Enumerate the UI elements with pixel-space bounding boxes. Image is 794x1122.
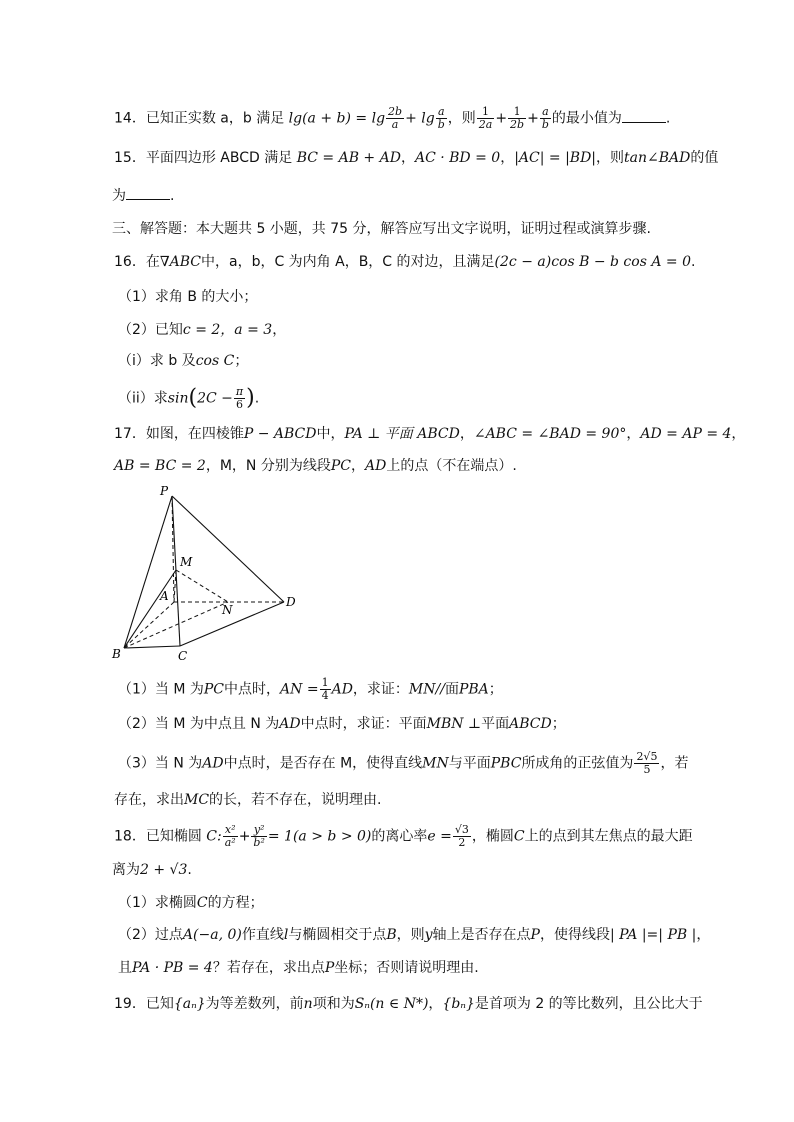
math: + — [527, 110, 539, 127]
text: （2）过点 — [118, 927, 183, 943]
pyramid-figure — [108, 482, 308, 666]
text: 坐标；否则请说明理由. — [334, 960, 479, 976]
math: Sₙ(n ∈ N*) — [354, 996, 429, 1012]
math: MN — [422, 755, 449, 772]
math: y — [424, 927, 433, 943]
math: ∠ABC = ∠BAD = 90° — [473, 426, 627, 442]
problem-15-line2 — [112, 186, 174, 206]
problem-number: 19． — [114, 996, 146, 1012]
math: BC = AB + AD — [296, 150, 401, 166]
text: ， — [626, 426, 641, 442]
text: （2）当 M 为中点且 N 为 — [118, 716, 280, 732]
problem-number: 15． — [114, 150, 146, 166]
math: B — [386, 927, 397, 943]
problem-19 — [114, 994, 703, 1014]
fraction: $\frac{√3}{2}$ — [454, 823, 469, 849]
problem-16-q2 — [118, 320, 286, 340]
label-m: M — [180, 555, 193, 569]
math: AD — [279, 716, 301, 732]
problem-18: 18．已知椭圆 C: $\frac{\text{x²}}{\text{a²}}$ + $\frac{\text{y²}}{\text{b²}}$ = 1(a > b > 0)的离心率e = $\frac{√3}{2}$ ，椭圆C上的点到其左焦点的最大距 — [114, 823, 693, 849]
text: （2）已知 — [118, 322, 183, 338]
math: lg(a + b) = lg — [288, 110, 386, 127]
math: |AC| = |BD| — [514, 150, 597, 166]
math: 2 + √3 — [140, 862, 188, 878]
label-d: D — [286, 595, 296, 609]
math: C: — [206, 828, 222, 845]
math: C — [513, 828, 525, 845]
math: ∇ABC — [159, 254, 201, 270]
math: P — [324, 960, 335, 976]
math: A(−a, 0) — [182, 927, 242, 943]
answer-blank — [622, 110, 666, 123]
text: 已知 — [145, 996, 174, 1012]
text: 已知正实数 a，b 满足 — [145, 110, 285, 127]
problem-16-qi — [118, 351, 248, 371]
text: ； — [234, 353, 249, 369]
text: 作直线 — [241, 927, 284, 943]
problem-number: 14． — [114, 110, 146, 127]
problem-15 — [114, 148, 718, 168]
problem-18-q2-line2 — [118, 958, 479, 978]
fraction: $\frac{a}{b}$ — [541, 105, 549, 131]
problem-17-line2 — [114, 456, 517, 476]
text: 与椭圆相交于点 — [288, 927, 387, 943]
math: (2c − a)cos B − b cos A = 0 — [494, 254, 691, 270]
math: PC — [330, 458, 351, 474]
text: 已知椭圆 — [145, 828, 202, 845]
math: MN// — [408, 681, 445, 698]
text: . — [665, 110, 671, 127]
segment-mn — [176, 570, 228, 602]
text: ， — [731, 426, 746, 442]
text: 的长，若不存在，说明理由. — [209, 792, 382, 808]
text: . — [690, 254, 696, 270]
text: 与平面 — [448, 755, 491, 772]
text: 如图，在四棱锥 — [145, 426, 244, 442]
label-c: C — [178, 649, 188, 663]
text: 中， — [316, 426, 345, 442]
text: （i）求 b 及 — [118, 353, 196, 369]
text: ，使得线段 — [539, 927, 610, 943]
math: P − ABCD — [243, 426, 317, 442]
math: + — [495, 110, 508, 127]
text: 的方程； — [207, 895, 264, 911]
text: ； — [551, 716, 566, 732]
math: AN = — [280, 681, 319, 698]
text: . — [187, 862, 192, 878]
text: ， — [459, 426, 474, 442]
fraction: $\frac{1}{2a}$ — [478, 105, 493, 131]
text: ； — [488, 681, 503, 698]
problem-17-q3 — [118, 751, 688, 776]
text: 离为 — [112, 862, 140, 878]
text: . — [170, 188, 175, 204]
fraction: $\frac{1}{2b}$ — [510, 105, 525, 131]
math: ABCD — [509, 716, 552, 732]
text: （ii）求 — [118, 390, 168, 407]
fraction: $\frac{2b}{a}$ — [388, 105, 403, 131]
label-a: A — [160, 589, 169, 603]
text: ，求证： — [352, 681, 409, 698]
text: ，则 — [447, 110, 476, 127]
text: 项和为 — [312, 996, 355, 1012]
text: （1）当 M 为 — [118, 681, 204, 698]
text: ，椭圆 — [471, 828, 514, 845]
text: 中点时，是否存在 M，使得直线 — [223, 755, 423, 772]
text: 为等差数列，前 — [205, 996, 304, 1012]
text: （3）当 N 为 — [118, 755, 203, 772]
text: ，若 — [660, 755, 689, 772]
problem-16 — [114, 252, 695, 272]
math: tan∠BAD — [624, 150, 691, 166]
text: 中点时， — [224, 681, 281, 698]
section-3-heading: 三、解答题：本大题共 5 小题，共 75 分，解答应写出文字说明，证明过程或演算步骤. — [112, 221, 651, 237]
math: e = — [427, 828, 452, 845]
math: AC · BD = 0 — [414, 150, 501, 166]
answer-blank — [126, 187, 170, 200]
text: ， — [350, 458, 365, 474]
text: 平面四边形 ABCD 满足 — [145, 150, 293, 166]
math: + lg — [405, 110, 435, 127]
text: ，则 — [396, 927, 425, 943]
text: ， — [696, 927, 711, 943]
text: ， — [500, 150, 515, 166]
math: AD — [364, 458, 387, 474]
edge-pb — [124, 496, 172, 648]
math: cos C — [195, 353, 235, 369]
text: 且 — [118, 960, 132, 976]
text: 存在，求出 — [114, 792, 184, 808]
text: ， — [400, 150, 415, 166]
math: {aₙ} — [173, 996, 206, 1012]
math: sin — [167, 390, 189, 407]
math: 2C − — [197, 390, 233, 407]
math: l — [283, 927, 289, 943]
fraction: $\frac{\text{x²}}{\text{a²}}$ — [224, 823, 236, 849]
text: 的值 — [690, 150, 719, 166]
text: 面 — [444, 681, 459, 698]
fraction: $\frac{2√5}{5}$ — [636, 750, 658, 776]
math: AD — [331, 681, 353, 698]
math: PA · PB = 4 — [132, 960, 213, 976]
problem-17-q1 — [118, 677, 503, 702]
problem-17 — [114, 424, 745, 444]
text: 中点时，求证：平面 — [300, 716, 427, 732]
edge-pd — [172, 496, 284, 602]
text: ， — [272, 322, 287, 338]
math: = 1(a > b > 0) — [267, 828, 372, 845]
math: PBA — [458, 681, 489, 698]
math: MC — [184, 792, 210, 808]
math: AD = AP = 4 — [640, 426, 732, 442]
math: AD — [202, 755, 224, 772]
text: 平面 — [481, 716, 510, 732]
math: MBN ⊥ — [426, 716, 482, 732]
text: ， — [428, 996, 443, 1012]
problem-16-qii: （ii）求sin(2C − $\frac{\pi}{6}$ ). — [118, 385, 260, 411]
problem-number: 16． — [114, 254, 146, 270]
math: {bₙ} — [442, 996, 475, 1012]
math: n — [303, 996, 313, 1012]
label-b: B — [112, 647, 121, 661]
math: c = 2，a = 3 — [182, 322, 273, 338]
text: 上的点到其左焦点的最大距 — [524, 828, 693, 845]
text: . — [254, 390, 260, 407]
math: AB = BC = 2 — [114, 458, 206, 474]
text: （1）求椭圆 — [118, 895, 197, 911]
math: PC — [203, 681, 225, 698]
fraction: $\frac{\pi}{6}$ — [235, 385, 244, 411]
text: 的离心率 — [371, 828, 428, 845]
edge-bc — [124, 646, 180, 648]
label-p: P — [160, 484, 169, 498]
text: 是首项为 2 的等比数列，且公比大于 — [474, 996, 703, 1012]
problem-16-q1: （1）求角 B 的大小； — [118, 289, 258, 305]
math: | PA |=| PB | — [609, 927, 697, 943]
text: 上的点（不在端点）. — [386, 458, 517, 474]
fraction: $\frac{1}{4}$ — [321, 676, 329, 702]
text: 所成角的正弦值为 — [521, 755, 634, 772]
text: ？若存在，求出点 — [212, 960, 325, 976]
problem-18-q2 — [118, 925, 710, 945]
problem-14 — [114, 106, 670, 131]
math: PBC — [490, 755, 522, 772]
problem-17-q3-line2 — [114, 790, 382, 810]
text: 中，a，b，C 为内角 A，B，C 的对边，且满足 — [200, 254, 495, 270]
problem-17-q2 — [118, 714, 566, 734]
math: PA ⊥ 平面 ABCD — [344, 426, 460, 442]
fraction: $\frac{\text{y²}}{\text{b²}}$ — [253, 823, 265, 849]
text: 在 — [145, 254, 160, 270]
problem-18-q1 — [118, 893, 264, 913]
math: P — [530, 927, 540, 943]
text: ，M，N 分别为线段 — [205, 458, 331, 474]
problem-number: 18． — [114, 828, 146, 845]
text: 为 — [112, 188, 126, 204]
text: 轴上是否存在点 — [432, 927, 531, 943]
label-n: N — [222, 603, 233, 617]
problem-number: 17． — [114, 426, 146, 442]
text: 的最小值为 — [551, 110, 622, 127]
problem-18-line2 — [112, 860, 192, 880]
math: C — [196, 895, 208, 911]
text: ，则 — [596, 150, 625, 166]
fraction: $\frac{a}{b}$ — [437, 105, 445, 131]
